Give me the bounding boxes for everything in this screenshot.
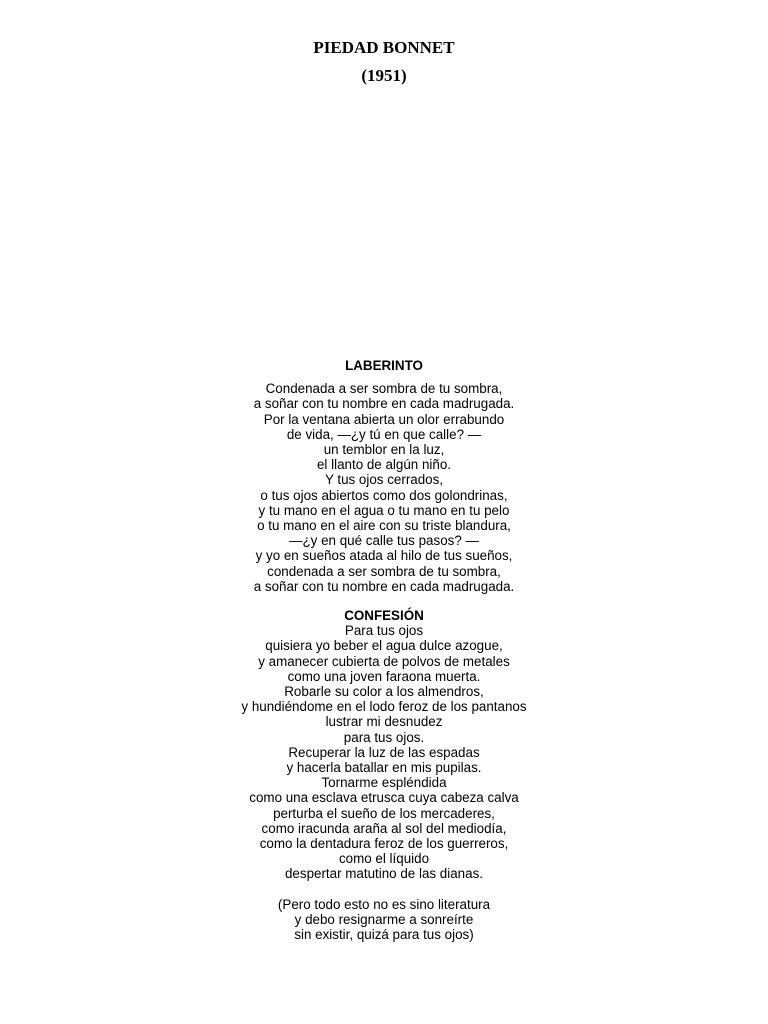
poem-line: quisiera yo beber el agua dulce azogue, [265,638,503,654]
poem-closing-line: sin existir, quizá para tus ojos) [294,927,474,943]
stanza-break [0,882,768,897]
poem-line: y yo en sueños atada al hilo de tus sueños, [255,548,513,564]
poem-line: o tus ojos abiertos como dos golondrinas, [260,487,508,503]
poem-line: lustrar mi desnudez [325,714,443,730]
poem-line: —¿y en qué calle tus pasos? — [289,533,479,549]
poem-line: o tu mano en el aire con su triste blandura, [257,518,511,534]
poem-line: a soñar con tu nombre en cada madrugada. [253,396,515,412]
poem-line: y hundiéndome en el lodo feroz de los pantanos [241,699,527,715]
poem-line: y amanecer cubierta de polvos de metales [258,653,510,669]
poem-line: y tu mano en el agua o tu mano en tu pelo [258,502,510,518]
poem-closing-line: (Pero todo esto no es sino literatura [277,896,491,912]
poem-line: a soñar con tu nombre en cada madrugada. [253,578,515,594]
poem-line: para tus ojos. [343,729,425,745]
poem-line: Robarle su color a los almendros, [284,684,484,700]
poem-line: como iracunda araña al sol del mediodía, [261,820,507,836]
poem-line: Para tus ojos [344,623,424,639]
poem-line: un temblor en la luz, [323,442,445,458]
poem-line: Recuperar la luz de las espadas [288,744,480,760]
poem-closing-line: y debo resignarme a sonreírte [294,911,474,927]
poem-line: Y tus ojos cerrados, [324,472,444,488]
poem-line: y hacerla batallar en mis pupilas. [286,760,482,776]
author-header [0,34,768,90]
poem-line: como el líquido [338,851,430,867]
poem-title: CONFESIÓN [344,608,424,623]
poem-line: perturba el sueño de los mercaderes, [273,805,495,821]
poem-title: LABERINTO [345,358,423,373]
poem-confesion [0,608,768,942]
poem-line: Tornarme espléndida [321,775,447,791]
poem-line: como una esclava etrusca cuya cabeza calva [249,790,519,806]
poem-line: Condenada a ser sombra de tu sombra, [265,381,503,397]
poem-line: como la dentadura feroz de los guerreros, [259,836,509,852]
poem-line: el llanto de algún niño. [316,457,451,473]
poem-laberinto [0,358,768,594]
poem-line: condenada a ser sombra de tu sombra, [267,563,501,579]
poem-line: Por la ventana abierta un olor errabundo [263,411,505,427]
poem-line: despertar matutino de las dianas. [284,866,483,882]
poem-line: de vida, —¿y tú en que calle? — [286,426,482,442]
author-year: (1951) [361,66,407,85]
author-name: PIEDAD BONNET [313,38,455,57]
poem-line: como una joven faraona muerta. [287,668,481,684]
